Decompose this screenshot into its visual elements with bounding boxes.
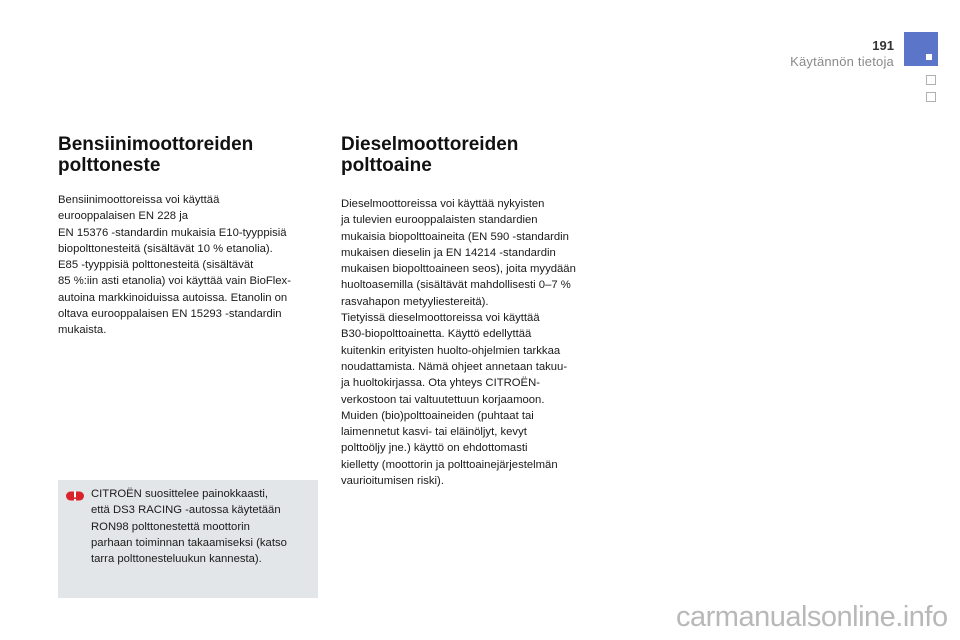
- text-line: kielletty (moottorin ja polttoainejärjestelmän: [341, 458, 558, 471]
- text-line: rasvahapon metyyliestereitä).: [341, 295, 489, 308]
- text-line: 85 %:iin asti etanolia) voi käyttää vain BioFlex-: [58, 275, 291, 288]
- petrol-section-body: [58, 192, 320, 339]
- text-line: CITROËN suosittelee painokkaasti,: [91, 488, 269, 500]
- text-line: oltava eurooppalaisen EN 15293 -standardin: [58, 308, 282, 321]
- chapter-tab-1[interactable]: [926, 75, 936, 85]
- text-line: huoltoasemilla (sisältävät mahdollisesti 0–7 %: [341, 279, 571, 292]
- text-line: tarra polttonesteluukun kannesta).: [91, 553, 262, 566]
- text-line: Dieselmoottoreissa voi käyttää nykyisten: [341, 198, 545, 210]
- text-line: verkostoon tai valtuutettuun korjaamoon.: [341, 393, 545, 406]
- text-line: laimennetut kasvi- tai eläinöljyt, kevyt: [341, 426, 527, 439]
- text-line: mukaisia biopolttoaineita (EN 590 -standardin: [341, 230, 569, 243]
- text-line: Muiden (bio)polttoaineiden (puhtaat tai: [341, 409, 534, 422]
- diesel-section: [341, 134, 613, 489]
- section-label: Käytännön tietoja: [790, 54, 894, 69]
- warning-box: [58, 480, 318, 598]
- text-line: ja tulevien eurooppalaisten standardien: [341, 214, 538, 227]
- petrol-section-title: [58, 134, 320, 176]
- chapter-tab-active[interactable]: [904, 32, 938, 66]
- tab-marker: [926, 54, 932, 60]
- text-line: parhaan toiminnan takaamiseksi (katso: [91, 536, 287, 549]
- watermark-text: carmanualsonline.info: [676, 601, 948, 633]
- text-line: noudattamista. Nämä ohjeet annetaan takuu-: [341, 360, 568, 373]
- text-line: vaurioitumisen riski).: [341, 475, 444, 488]
- diesel-section-title: [341, 134, 613, 176]
- text-line: kuitenkin erityisten huolto-ohjelmien tarkkaa: [341, 344, 561, 357]
- text-line: EN 15376 -standardin mukaisia E10-tyyppisiä: [58, 226, 287, 239]
- text-line: polttoöljy jne.) käyttö on ehdottomasti: [341, 442, 528, 455]
- warning-text: [91, 486, 313, 567]
- text-line: että DS3 RACING -autossa käytetään: [91, 504, 281, 517]
- text-line: mukaista.: [58, 324, 107, 337]
- text-line: Tietyissä dieselmoottoreissa voi käyttää: [341, 312, 540, 325]
- chapter-tab-2[interactable]: [926, 92, 936, 102]
- petrol-title-line-2: polttoneste: [58, 155, 161, 176]
- warning-exclamation-icon: [66, 488, 84, 504]
- text-line: autoina markkinoiduissa autoissa. Etanolin on: [58, 291, 288, 304]
- petrol-title-line-1: Bensiinimoottoreiden: [58, 134, 254, 155]
- petrol-section: [58, 134, 320, 339]
- diesel-title-line-1: Dieselmoottoreiden: [341, 134, 519, 155]
- text-line: E85 -tyyppisiä polttonesteitä (sisältävät: [58, 259, 254, 272]
- text-line: ja huoltokirjassa. Ota yhteys CITROËN-: [341, 377, 541, 390]
- text-line: Bensiinimoottoreissa voi käyttää: [58, 194, 220, 206]
- text-line: biopolttonesteitä (sisältävät 10 % etanolia).: [58, 242, 273, 255]
- text-line: RON98 polttonestettä moottorin: [91, 520, 250, 533]
- diesel-section-body: [341, 196, 613, 489]
- page-number: 191: [872, 38, 894, 53]
- text-line: mukaisen biopolttoaineen seos), joita myydään: [341, 263, 576, 276]
- text-line: eurooppalaisen EN 228 ja: [58, 210, 189, 223]
- text-line: mukaisen dieselin ja EN 14214 -standardin: [341, 246, 556, 259]
- diesel-title-line-2: polttoaine: [341, 155, 432, 176]
- text-line: B30-biopolttoainetta. Käyttö edellyttää: [341, 328, 532, 341]
